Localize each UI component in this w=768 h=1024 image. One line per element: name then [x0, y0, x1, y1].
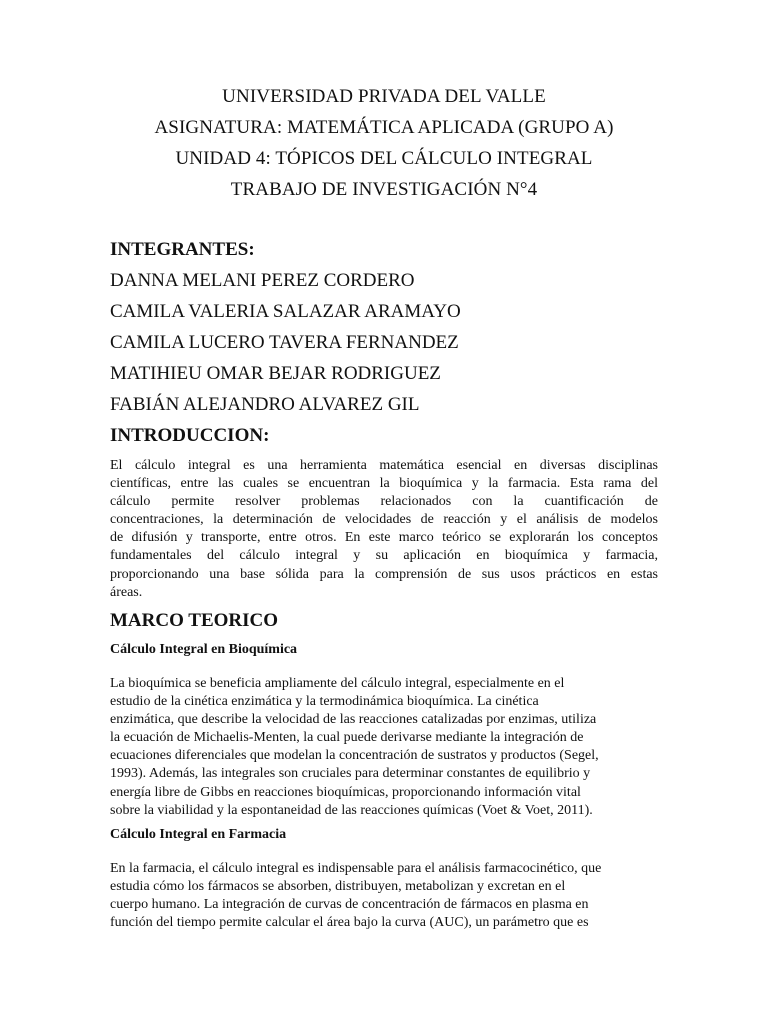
members-heading: INTEGRANTES:: [110, 239, 255, 260]
pharmacy-paragraph: [110, 860, 601, 932]
paragraph-line: científicas, entre las cuales se encuentran la bioquímica y la farmacia. Esta rama del: [110, 476, 658, 492]
paragraph-line: proporcionando una base sólida para la comprensión de sus usos prácticos en estas: [110, 566, 658, 582]
member-name: FABIÁN ALEJANDRO ALVAREZ GIL: [110, 394, 420, 415]
paragraph-line: cuerpo humano. La integración de curvas de concentración de fármacos en plasma en: [110, 897, 589, 913]
paragraph-line: la ecuación de Michaelis-Menten, la cual puede derivarse mediante la integración de: [110, 730, 584, 746]
paragraph-line: 1993). Además, las integrales son cruciales para determinar constantes de equilibrio y: [110, 766, 591, 782]
paragraph-line: ecuaciones diferenciales que modelan la concentración de sustratos y productos (Segel,: [110, 748, 599, 764]
member-name: DANNA MELANI PEREZ CORDERO: [110, 270, 415, 291]
paragraph-line: estudia cómo los fármacos se absorben, distribuyen, metabolizan y excretan en el: [110, 879, 566, 895]
framework-heading: MARCO TEORICO: [110, 610, 279, 631]
member-name: CAMILA LUCERO TAVERA FERNANDEZ: [110, 332, 459, 353]
subject-title: ASIGNATURA: MATEMÁTICA APLICADA (GRUPO A): [154, 117, 614, 138]
member-name: MATIHIEU OMAR BEJAR RODRIGUEZ: [110, 363, 441, 384]
pharmacy-subheading: Cálculo Integral en Farmacia: [110, 827, 287, 842]
paragraph-line: En la farmacia, el cálculo integral es indispensable para el análisis farmacocinético, que: [110, 861, 602, 876]
paragraph-line: enzimática, que describe la velocidad de las reacciones catalizadas por enzimas, utiliza: [110, 712, 597, 728]
introduction-heading: INTRODUCCION:: [110, 425, 270, 446]
paragraph-line: de difusión y transporte, entre otros. En este marco teórico se explorarán los conceptos: [110, 530, 658, 546]
unit-title: UNIDAD 4: TÓPICOS DEL CÁLCULO INTEGRAL: [175, 148, 593, 169]
paragraph-line: sobre la viabilidad y la espontaneidad de las reacciones químicas (Voet & Voet, 2011).: [110, 802, 593, 818]
assignment-title: TRABAJO DE INVESTIGACIÓN N°4: [230, 179, 538, 200]
biochem-subheading: Cálculo Integral en Bioquímica: [110, 642, 298, 657]
introduction-paragraph: [110, 457, 658, 602]
member-name: CAMILA VALERIA SALAZAR ARAMAYO: [110, 301, 461, 322]
paragraph-line: El cálculo integral es una herramienta matemática esencial en diversas disciplinas: [110, 458, 658, 473]
paragraph-line: energía libre de Gibbs en reacciones bioquímicas, proporcionando información vital: [110, 784, 581, 800]
paragraph-line: áreas.: [110, 584, 143, 600]
paragraph-line: estudio de la cinética enzimática y la termodinámica bioquímica. La cinética: [110, 694, 539, 710]
paragraph-line: concentraciones, la determinación de velocidades de reacción y el análisis de modelos: [110, 512, 658, 528]
paragraph-line: cálculo permite resolver problemas relacionados con la cuantificación de: [110, 494, 658, 510]
paragraph-line: función del tiempo permite calcular el área bajo la curva (AUC), un parámetro que es: [110, 915, 589, 931]
paragraph-line: fundamentales del cálculo integral y su aplicación en bioquímica y farmacia,: [110, 548, 658, 564]
paragraph-line: La bioquímica se beneficia ampliamente del cálculo integral, especialmente en el: [110, 676, 565, 691]
biochem-paragraph: [110, 675, 599, 820]
university-title: UNIVERSIDAD PRIVADA DEL VALLE: [222, 86, 546, 107]
